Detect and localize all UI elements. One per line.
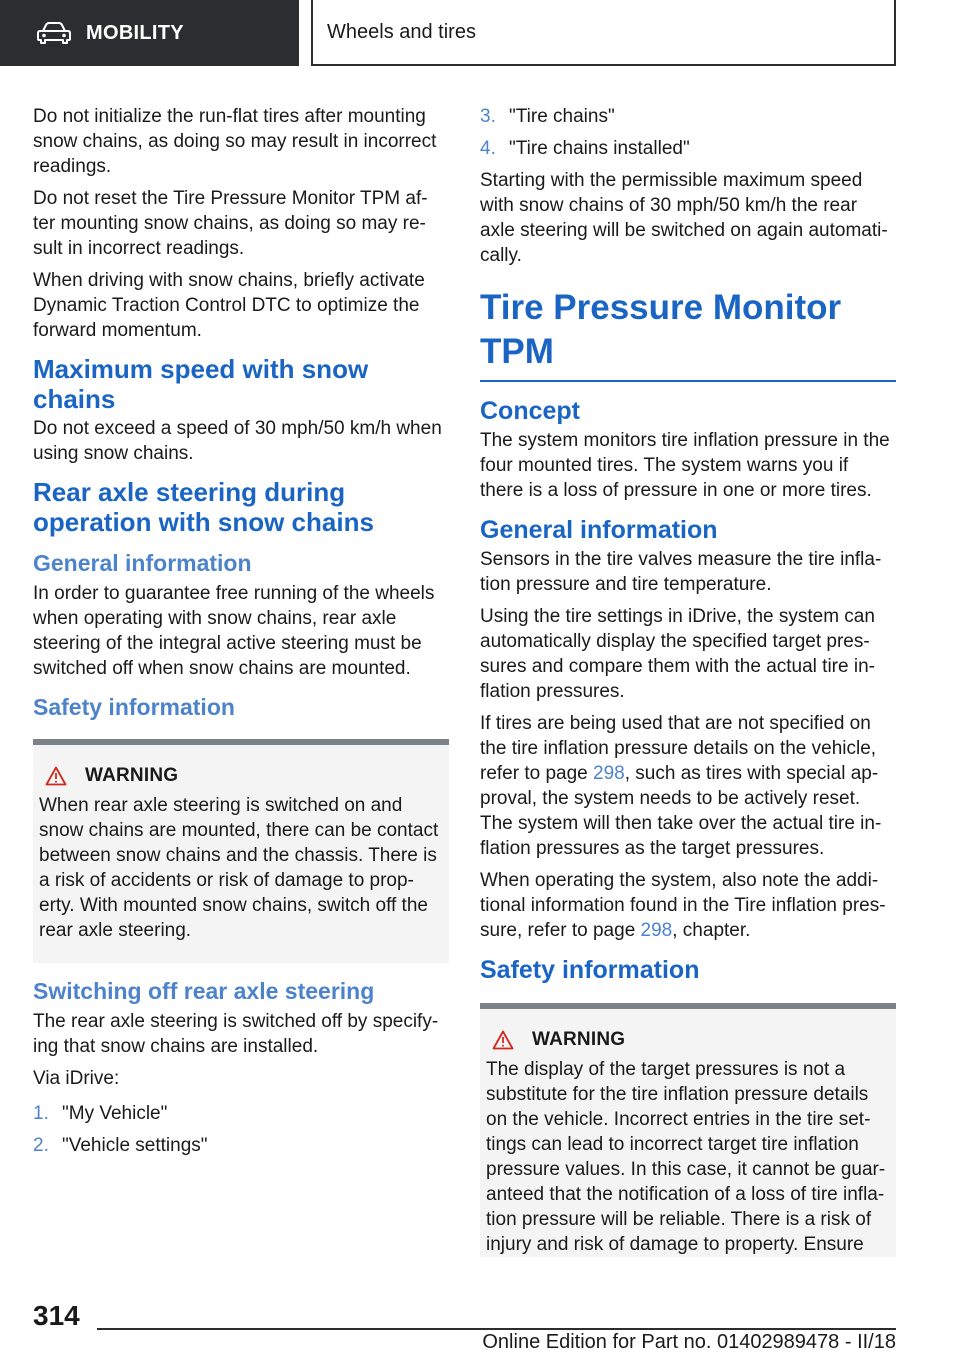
footer-divider — [97, 1328, 896, 1330]
warning-triangle-icon — [45, 766, 67, 786]
heading-concept: Concept — [480, 397, 580, 425]
warning-text: When rear axle steering is switched on and snow chains are mounted, there can be contact between snow chains and the chassis. There is a risk of accidents or risk of damage to prop‐ erty. With mounted snow chains, switch off the rear axle steering. — [39, 795, 439, 941]
warning-title: WARNING — [532, 1029, 626, 1050]
step-number: 4. — [480, 138, 496, 159]
heading-tpm: Tire Pressure Monitor TPM — [480, 286, 896, 382]
warning-box — [33, 739, 449, 963]
paragraph-reset — [480, 711, 896, 861]
text-span: When operating the system, also note the addi‐ tional information found in the Tire inflation pres‐ sure, refer to page — [480, 870, 886, 941]
paragraph-run-flat: Do not initialize the run-flat tires after mounting snow chains, as doing so may result in incorrect readings. — [33, 106, 437, 177]
step-text: "Tire chains" — [509, 106, 615, 127]
paragraph-switching-off: The rear axle steering is switched off by specify‐ ing that snow chains are installed. — [33, 1011, 439, 1057]
warning-triangle-icon — [492, 1030, 514, 1050]
list-item — [33, 1101, 449, 1126]
right-column — [480, 104, 896, 1271]
page-header — [0, 0, 960, 66]
paragraph-additional-info — [480, 868, 896, 943]
warning-box — [480, 1003, 896, 1257]
page-reference-link[interactable]: 298 — [593, 763, 625, 784]
paragraph-tpm-reset: Do not reset the Tire Pressure Monitor TPM af‐ ter mounting snow chains, as doing so may re‐ sult in incorrect readings. — [33, 188, 428, 259]
heading-safety-information: Safety information — [480, 956, 700, 984]
step-text: "My Vehicle" — [62, 1103, 168, 1124]
section-title: MOBILITY — [86, 21, 184, 44]
page-reference-link[interactable]: 298 — [640, 920, 673, 941]
list-item — [480, 136, 896, 161]
paragraph-concept: The system monitors tire inflation pressure in the four mounted tires. The system warns you if there is a loss of pressure in one or more tires. — [480, 430, 890, 501]
idrive-steps-list — [33, 1101, 449, 1158]
heading-rear-axle-steering: Rear axle steering during operation with snow chains — [33, 477, 374, 537]
paragraph-via-idrive: Via iDrive: — [33, 1068, 120, 1089]
chapter-tab — [311, 0, 896, 66]
left-column — [33, 104, 449, 1165]
edition-note: Online Edition for Part no. 01402989478 - II/18 — [482, 1331, 896, 1353]
warning-title: WARNING — [85, 765, 179, 786]
paragraph-sensors: Sensors in the tire valves measure the tire infla‐ tion pressure and tire temperature. — [480, 549, 882, 595]
step-text: "Tire chains installed" — [509, 138, 690, 159]
step-number: 2. — [33, 1135, 49, 1156]
paragraph-general-information: In order to guarantee free running of the wheels when operating with snow chains, rear axle steering of the integral active steering must be switched off when snow chains are mounted. — [33, 583, 435, 679]
step-number: 3. — [480, 106, 496, 127]
step-text: "Vehicle settings" — [62, 1135, 208, 1156]
idrive-steps-list-continued — [480, 104, 896, 161]
step-number: 1. — [33, 1103, 49, 1124]
car-icon — [37, 22, 71, 44]
paragraph-dtc: When driving with snow chains, briefly activate Dynamic Traction Control DTC to optimize the forward momentum. — [33, 270, 425, 341]
section-tab — [0, 0, 299, 66]
heading-max-speed: Maximum speed with snow chains — [33, 354, 369, 414]
warning-header — [45, 765, 443, 787]
text-span: , chapter. — [672, 920, 751, 941]
heading-switching-off: Switching off rear axle steering — [33, 978, 375, 1004]
list-item — [480, 104, 896, 129]
heading-safety-information: Safety information — [33, 694, 235, 720]
warning-text: The display of the target pressures is not a substitute for the tire inflation pressure details on the vehicle. Incorrect entries in the tire set‐ tings can lead to incorrect target tire inflation pressure values. In this case, it cannot be guar‐ anteed that the notification of a loss of tire infla‐ tion pressure will be reliable. There is a risk of injury and risk of damage to property. Ensure — [486, 1059, 886, 1255]
page-number: 314 — [33, 1300, 80, 1331]
paragraph-reactivation: Starting with the permissible maximum speed with snow chains of 30 mph/50 km/h the rear axle steering will be switched on again automati‐ cally. — [480, 170, 888, 266]
text-span: , such as tires with special ap‐ proval, the system needs to be actively reset. The system will then take over the actual tire in‐ flation pressures as the target pressures. — [480, 763, 882, 859]
heading-general-information: General information — [480, 516, 718, 544]
paragraph-tire-settings: Using the tire settings in iDrive, the system can automatically display the specified target pres‐ sures and compare them with the actual tire in‐ flation pressures. — [480, 606, 875, 702]
text-span: If tires are being used that are not specified on the tire inflation pressure details on the vehicle, refer to page — [480, 713, 877, 784]
chapter-title: Wheels and tires — [327, 20, 476, 43]
list-item — [33, 1133, 449, 1158]
heading-general-information: General information — [33, 550, 252, 576]
paragraph-max-speed: Do not exceed a speed of 30 mph/50 km/h when using snow chains. — [33, 418, 442, 464]
warning-header — [492, 1029, 890, 1051]
